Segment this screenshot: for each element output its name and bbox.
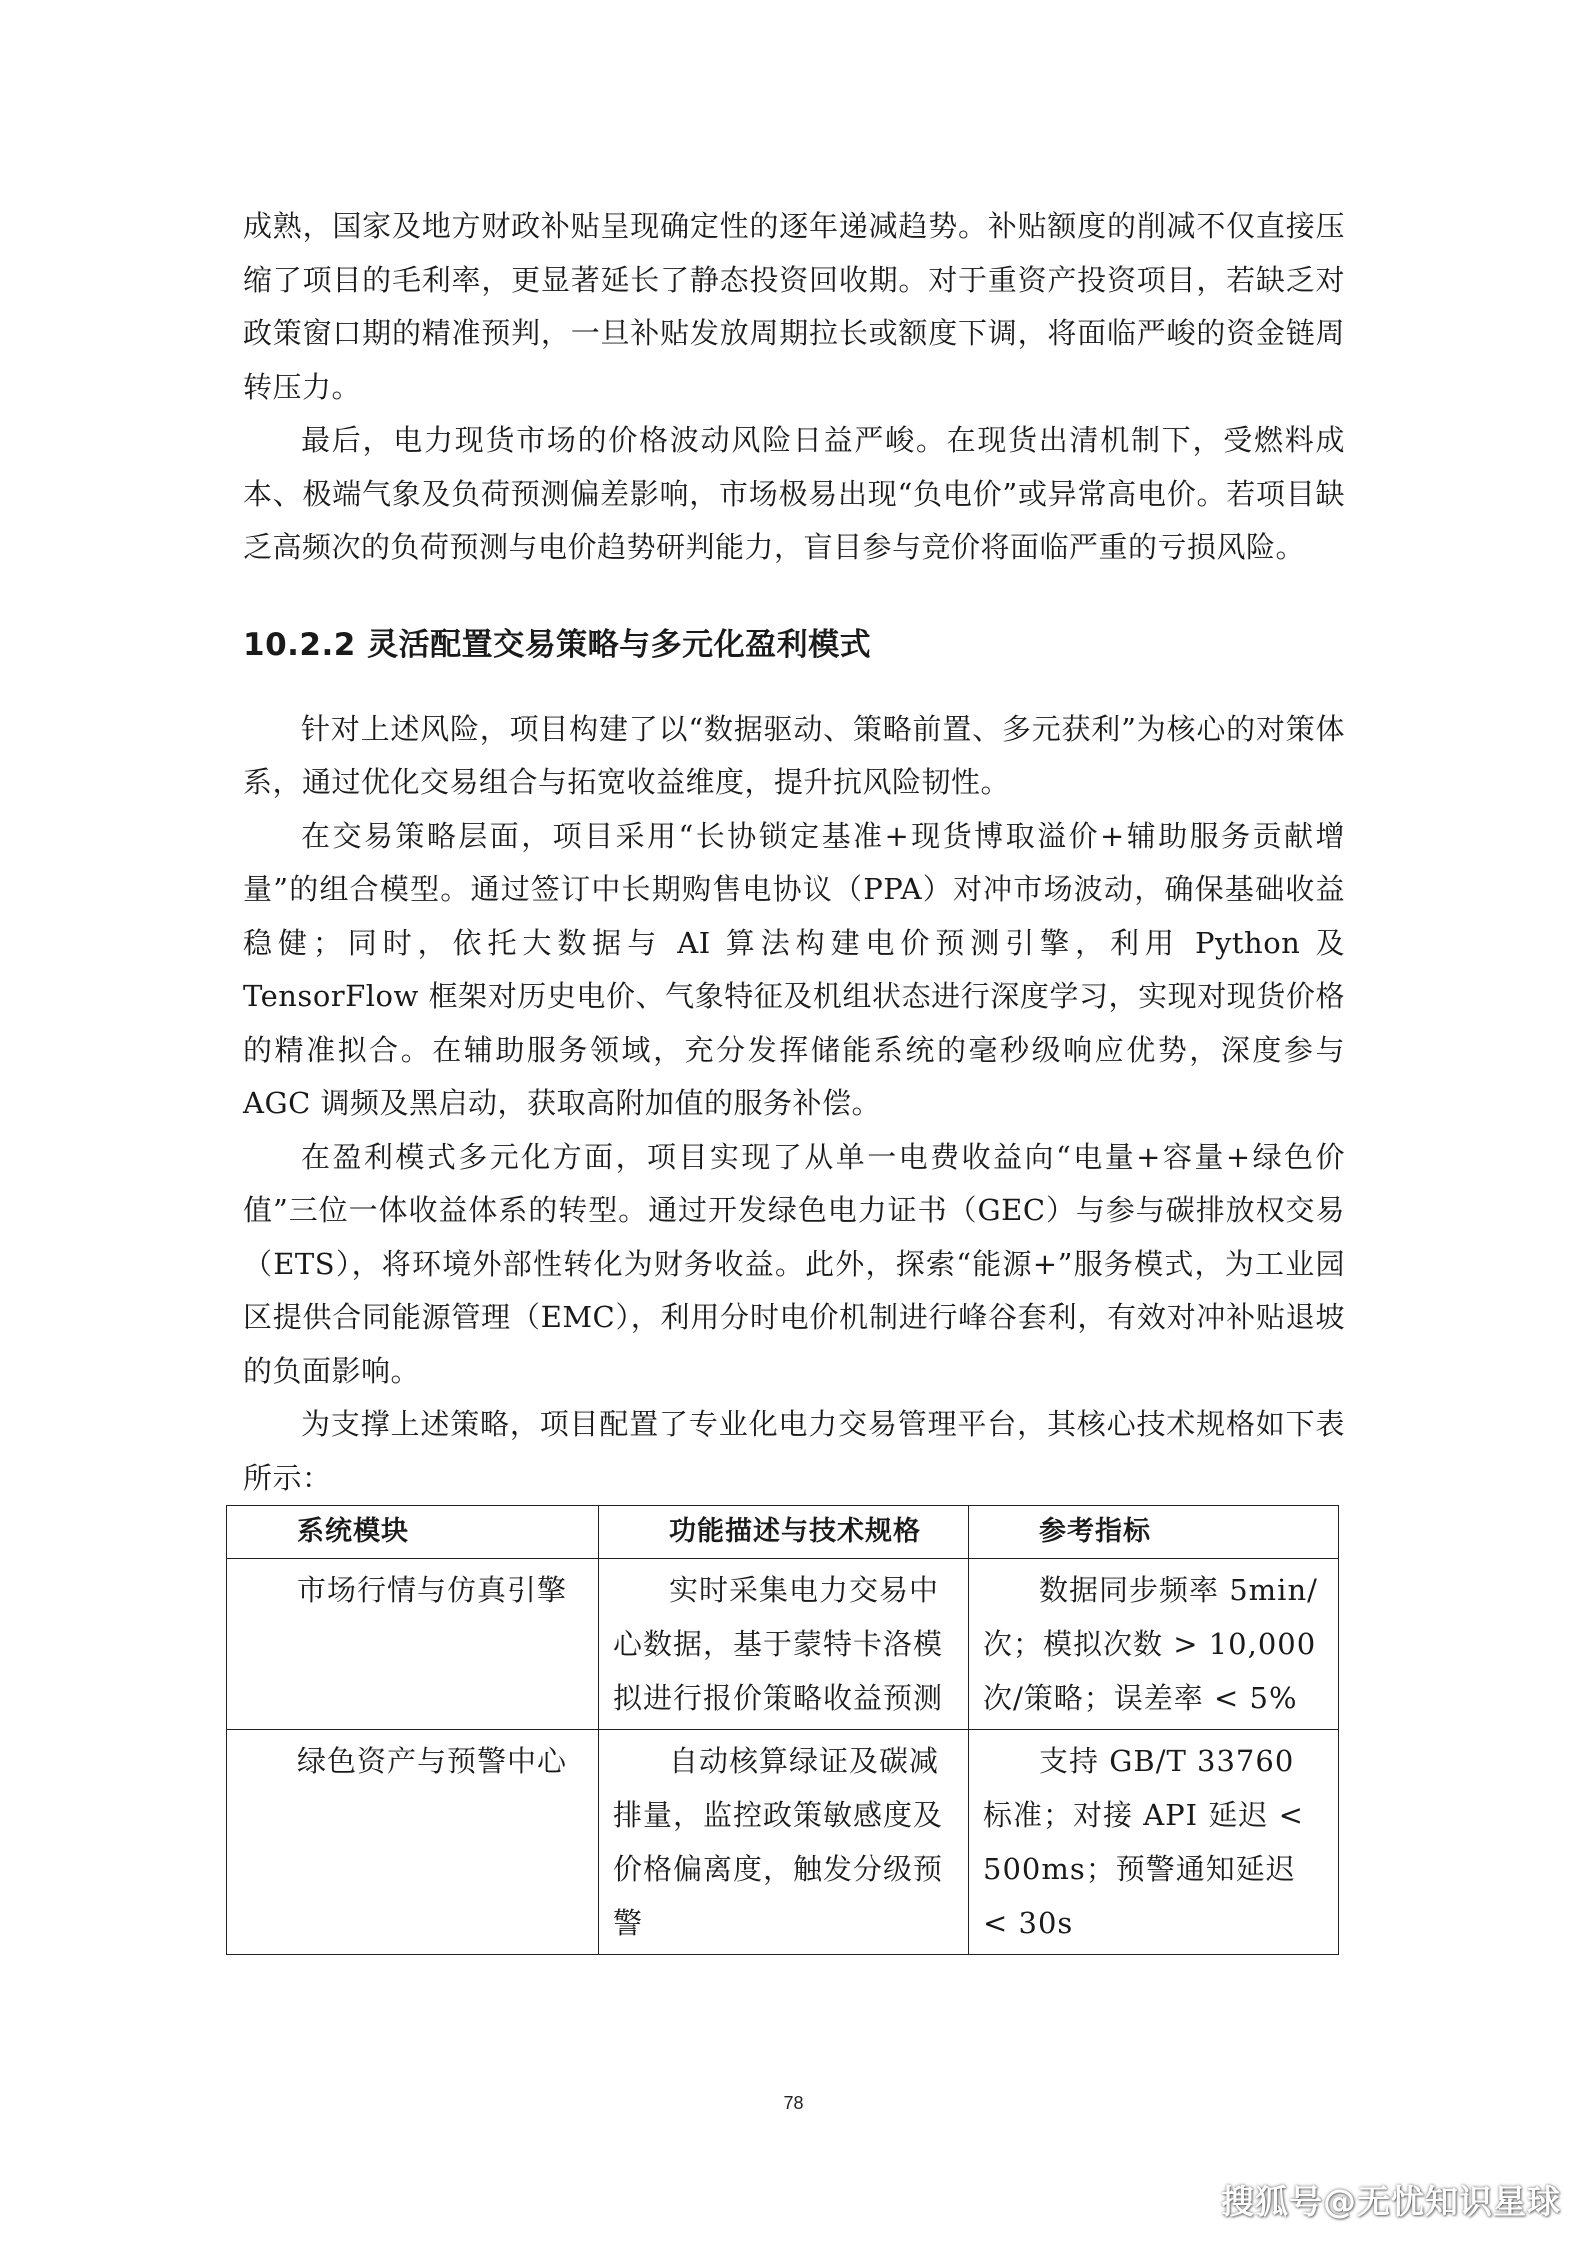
table-header-row xyxy=(227,1506,1339,1559)
header-description: 功能描述与技术规格 xyxy=(599,1506,969,1559)
cell-module: 绿色资产与预警中心 xyxy=(227,1730,599,1955)
tech-spec-table xyxy=(226,1505,1339,1955)
table-row xyxy=(227,1730,1339,1955)
page-number: 78 xyxy=(783,2093,804,2113)
cell-description: 自动核算绿证及碳减排量，监控政策敏感度及价格偏离度，触发分级预警 xyxy=(599,1730,969,1955)
paragraph-subsidy-risk: 成熟，国家及地方财政补贴呈现确定性的逐年递减趋势。补贴额度的削减不仅直接压缩了项目的毛利率，更显著延长了静态投资回收期。对于重资产投资项目，若缺乏对政策窗口期的精准预判，一旦补贴发放周期拉长或额度下调，将面临严峻的资金链周转压力。 xyxy=(243,209,1345,404)
header-module: 系统模块 xyxy=(227,1506,599,1559)
cell-description: 实时采集电力交易中心数据，基于蒙特卡洛模拟进行报价策略收益预测 xyxy=(599,1559,969,1730)
cell-metric: 支持 GB/T 33760 标准；对接 API 延迟 < 500ms；预警通知延迟 < 30s xyxy=(969,1730,1339,1955)
table-row xyxy=(227,1559,1339,1730)
source-watermark: 搜狐号@无忧知识星球 xyxy=(1221,2182,1561,2221)
paragraph-countermeasures: 针对上述风险，项目构建了以“数据驱动、策略前置、多元获利”为核心的对策体系，通过优化交易组合与拓宽收益维度，提升抗风险韧性。 xyxy=(243,711,1345,799)
cell-metric: 数据同步频率 5min/次；模拟次数 > 10,000 次/策略；误差率 < 5% xyxy=(969,1559,1339,1730)
paragraph-profit-model: 在盈利模式多元化方面，项目实现了从单一电费收益向“电量+容量+绿色价值”三位一体收益体系的转型。通过开发绿色电力证书（GEC）与参与碳排放权交易（ETS），将环境外部性转化为财务收益。此外，探索“能源+”服务模式，为工业园区提供合同能源管理（EMC），利用分时电价机制进行峰谷套利，有效对冲补贴退坡的负面影响。 xyxy=(243,1139,1345,1388)
paragraph-spot-price-risk: 最后，电力现货市场的价格波动风险日益严峻。在现货出清机制下，受燃料成本、极端气象及负荷预测偏差影响，市场极易出现“负电价”或异常高电价。若项目缺乏高频次的负荷预测与电价趋势研判能力，盲目参与竞价将面临严重的亏损风险。 xyxy=(243,423,1345,564)
page-content xyxy=(243,200,1345,1955)
paragraph-trading-strategy: 在交易策略层面，项目采用“长协锁定基准+现货博取溢价+辅助服务贡献增量”的组合模型。通过签订中长期购售电协议（PPA）对冲市场波动，确保基础收益稳健；同时，依托大数据与 AI 算法构建电价预测引擎，利用 Python 及 TensorFlow 框架对历史电价、气象特征及机组状态进行深度学习，实现对现货价格的精准拟合。在辅助服务领域，充分发挥储能系统的毫秒级响应优势，深度参与 AGC 调频及黑启动，获取高附加值的服务补偿。 xyxy=(243,818,1345,1120)
paragraph-platform-intro: 为支撑上述策略，项目配置了专业化电力交易管理平台，其核心技术规格如下表所示： xyxy=(243,1407,1345,1495)
header-metric: 参考指标 xyxy=(969,1506,1339,1559)
cell-module: 市场行情与仿真引擎 xyxy=(227,1559,599,1730)
section-heading: 10.2.2 灵活配置交易策略与多元化盈利模式 xyxy=(243,626,872,663)
